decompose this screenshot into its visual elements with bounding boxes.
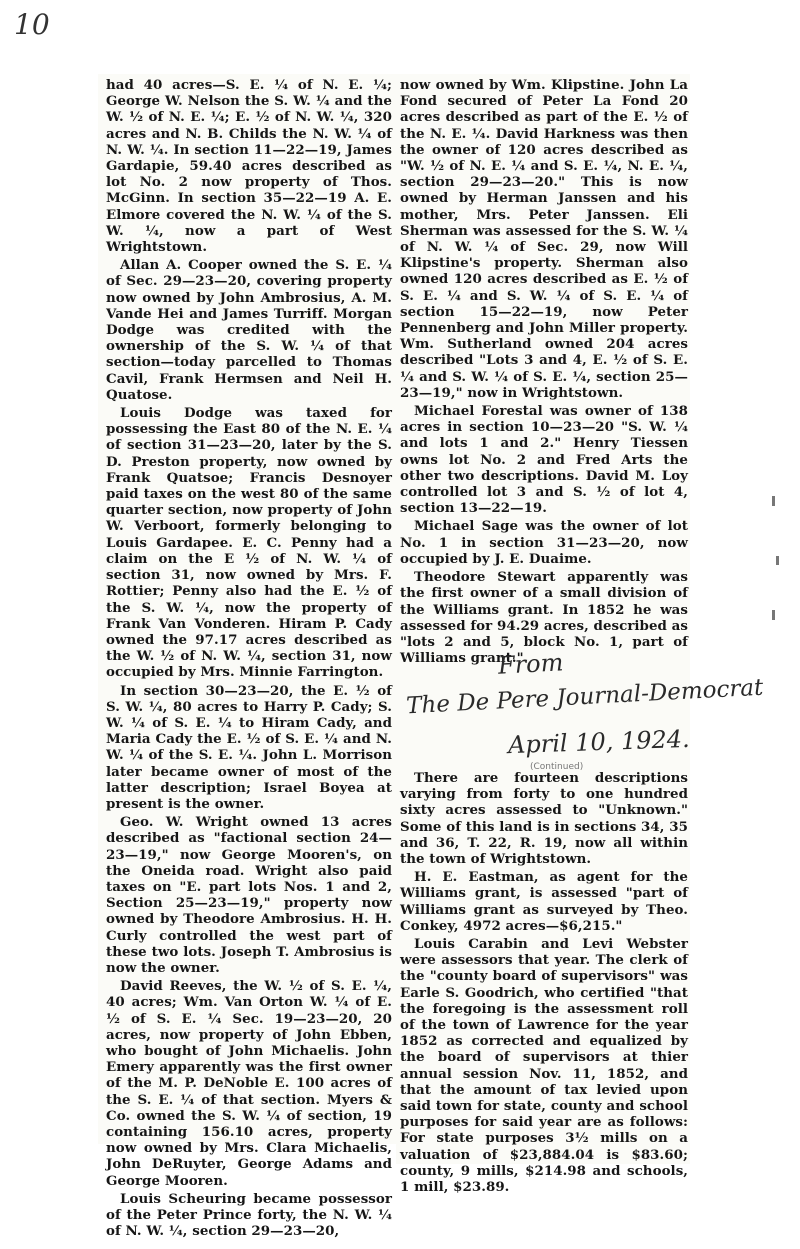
right-column-bottom bbox=[400, 770, 688, 1195]
paragraph: Geo. W. Wright owned 13 acres described as "factional section 24—23—19," now George Mooren's, on the Oneida road. Wright also paid taxes on "E. part lots Nos. 1 and 2, Section 25—23—19," property now owned by Theodore Ambrosius. H. H. Curly controlled the west part of these two lots. Joseph T. Ambrosius is now the owner. bbox=[106, 814, 392, 976]
paragraph: Michael Sage was the owner of lot No. 1 in section 31—23—20, now occupied by J. E. Duaime. bbox=[400, 518, 688, 567]
paragraph: Louis Carabin and Levi Webster were assessors that year. The clerk of the "county board of supervisors" was Earle S. Goodrich, who certified "that the foregoing is the assessment roll of the town of Lawrence for the year 1852 as corrected and equalized by the board of supervisors at thier annual session Nov. 11, 1852, and that the amount of tax levied upon said town for state, county and school purposes for said year are as follows: For state purposes 3½ mills on a valuation of $23,884.04 is $83.60; county, 9 mills, $214.98 and schools, 1 mill, $23.89. bbox=[400, 936, 688, 1196]
paragraph: now owned by Wm. Klipstine. John La Fond secured of Peter La Fond 20 acres described as part of the E. ½ of the N. E. ¼. David Harkness was then the owner of 120 acres described as "W. ½ of N. E. ¼ and S. E. ¼, N. E. ¼, section 29—23—20." This is now owned by Herman Janssen and his mother, Mrs. Peter Janssen. Eli Sherman was assessed for the S. W. ¼ of N. W. ¼ of Sec. 29, now Will Klipstine's property. Sherman also owned 120 acres described as E. ½ of S. E. ¼ and S. W. ¼ of S. E. ¼ of section 15—22—19, now Peter Pennenberg and John Miller property. Wm. Sutherland owned 204 acres described "Lots 3 and 4, E. ½ of S. E. ¼ and S. W. ¼ of S. E. ¼, section 25—23—19," now in Wrightstown. bbox=[400, 77, 688, 401]
paragraph: Theodore Stewart apparently was the first owner of a small division of the Williams grant. In 1852 he was assessed for 94.29 acres, described as "lots 2 and 5, block No. 1, part of Williams grant." bbox=[400, 569, 688, 667]
left-column bbox=[106, 77, 392, 1239]
handwritten-from: From bbox=[497, 648, 565, 680]
continued-label: (Continued) bbox=[530, 762, 584, 772]
paragraph: H. E. Eastman, as agent for the Williams grant, is assessed "part of Williams grant as surveyed by Theo. Conkey, 4972 acres—$6,215." bbox=[400, 869, 688, 934]
page-number: 10 bbox=[14, 8, 50, 41]
handwritten-date: April 10, 1924. bbox=[507, 724, 691, 760]
paragraph: There are fourteen descriptions varying from forty to one hundred sixty acres assessed to "Unknown." Some of this land is in sections 34, 35 and 36, T. 22, R. 19, now all within the town of Wrightstown. bbox=[400, 770, 688, 868]
paragraph: Michael Forestal was owner of 138 acres in section 10—23—20 "S. W. ¼ and lots 1 and 2." Henry Tiessen owns lot No. 2 and Fred Arts the other two descriptions. David M. Loy controlled lot 3 and S. ½ of lot 4, section 13—22—19. bbox=[400, 403, 688, 517]
paragraph: In section 30—23—20, the E. ½ of S. W. ¼, 80 acres to Harry P. Cady; S. W. ¼ of S. E. ¼ to Hiram Cady, and Maria Cady the E. ½ of S. E. ¼ and N. W. ¼ of the S. E. ¼. John L. Morrison later became owner of most of the latter description; Israel Boyea at present is the owner. bbox=[106, 682, 392, 812]
paragraph: Louis Dodge was taxed for possessing the East 80 of the N. E. ¼ of section 31—23—20, later by the S. D. Preston property, now owned by Frank Quatsoe; Francis Desnoyer paid taxes on the west 80 of the same quarter section, now property of John W. Verboort, formerly belonging to Louis Gardapee. E. C. Penny had a claim on the E ½ of N. W. ¼ of section 31, now owned by Mrs. F. Rottier; Penny also had the E. ½ of the S. W. ¼, now the property of Frank Van Vonderen. Hiram P. Cady owned the 97.17 acres described as the W. ½ of N. W. ¼, section 31, now occupied by Mrs. Minnie Farrington. bbox=[106, 405, 392, 681]
margin-mark bbox=[772, 610, 775, 620]
right-column-top bbox=[400, 77, 688, 666]
margin-mark bbox=[776, 556, 779, 565]
paragraph: David Reeves, the W. ½ of S. E. ¼, 40 acres; Wm. Van Orton W. ¼ of E. ½ of S. E. ¼ Sec. 19—23—20, 20 acres, now property of John Ebben, who bought of John Michaelis. John Emery apparently was the first owner of the M. P. DeNoble E. 100 acres of the S. E. ¼ of that section. Myers & Co. owned the S. W. ¼ of section, 19 containing 156.10 acres, property now owned by Mrs. Clara Michaelis, John DeRuyter, George Adams and George Mooren. bbox=[106, 978, 392, 1189]
handwritten-publication: The De Pere Journal-Democrat bbox=[405, 674, 764, 720]
paragraph: Louis Scheuring became possessor of the Peter Prince forty, the N. W. ¼ of N. W. ¼, section 29—23—20, bbox=[106, 1190, 392, 1240]
margin-mark bbox=[772, 496, 775, 506]
paragraph: Allan A. Cooper owned the S. E. ¼ of Sec. 29—23—20, covering property now owned by John Ambrosius, A. M. Vande Hei and James Turriff. Morgan Dodge was credited with the ownership of the S. W. ¼ of that section—today parcelled to Thomas Cavil, Frank Hermsen and Neil H. Quatose. bbox=[106, 257, 392, 403]
paragraph: had 40 acres—S. E. ¼ of N. E. ¼; George W. Nelson the S. W. ¼ and the W. ½ of N. E. ¼; E. ½ of N. W. ¼, 320 acres and N. B. Childs the N. W. ¼ of N. W. ¼. In section 11—22—19, James Gardapie, 59.40 acres described as lot No. 2 now property of Thos. McGinn. In section 35—22—19 A. E. Elmore covered the N. W. ¼ of the S. W. ¼, now a part of West Wrightstown. bbox=[106, 77, 392, 256]
